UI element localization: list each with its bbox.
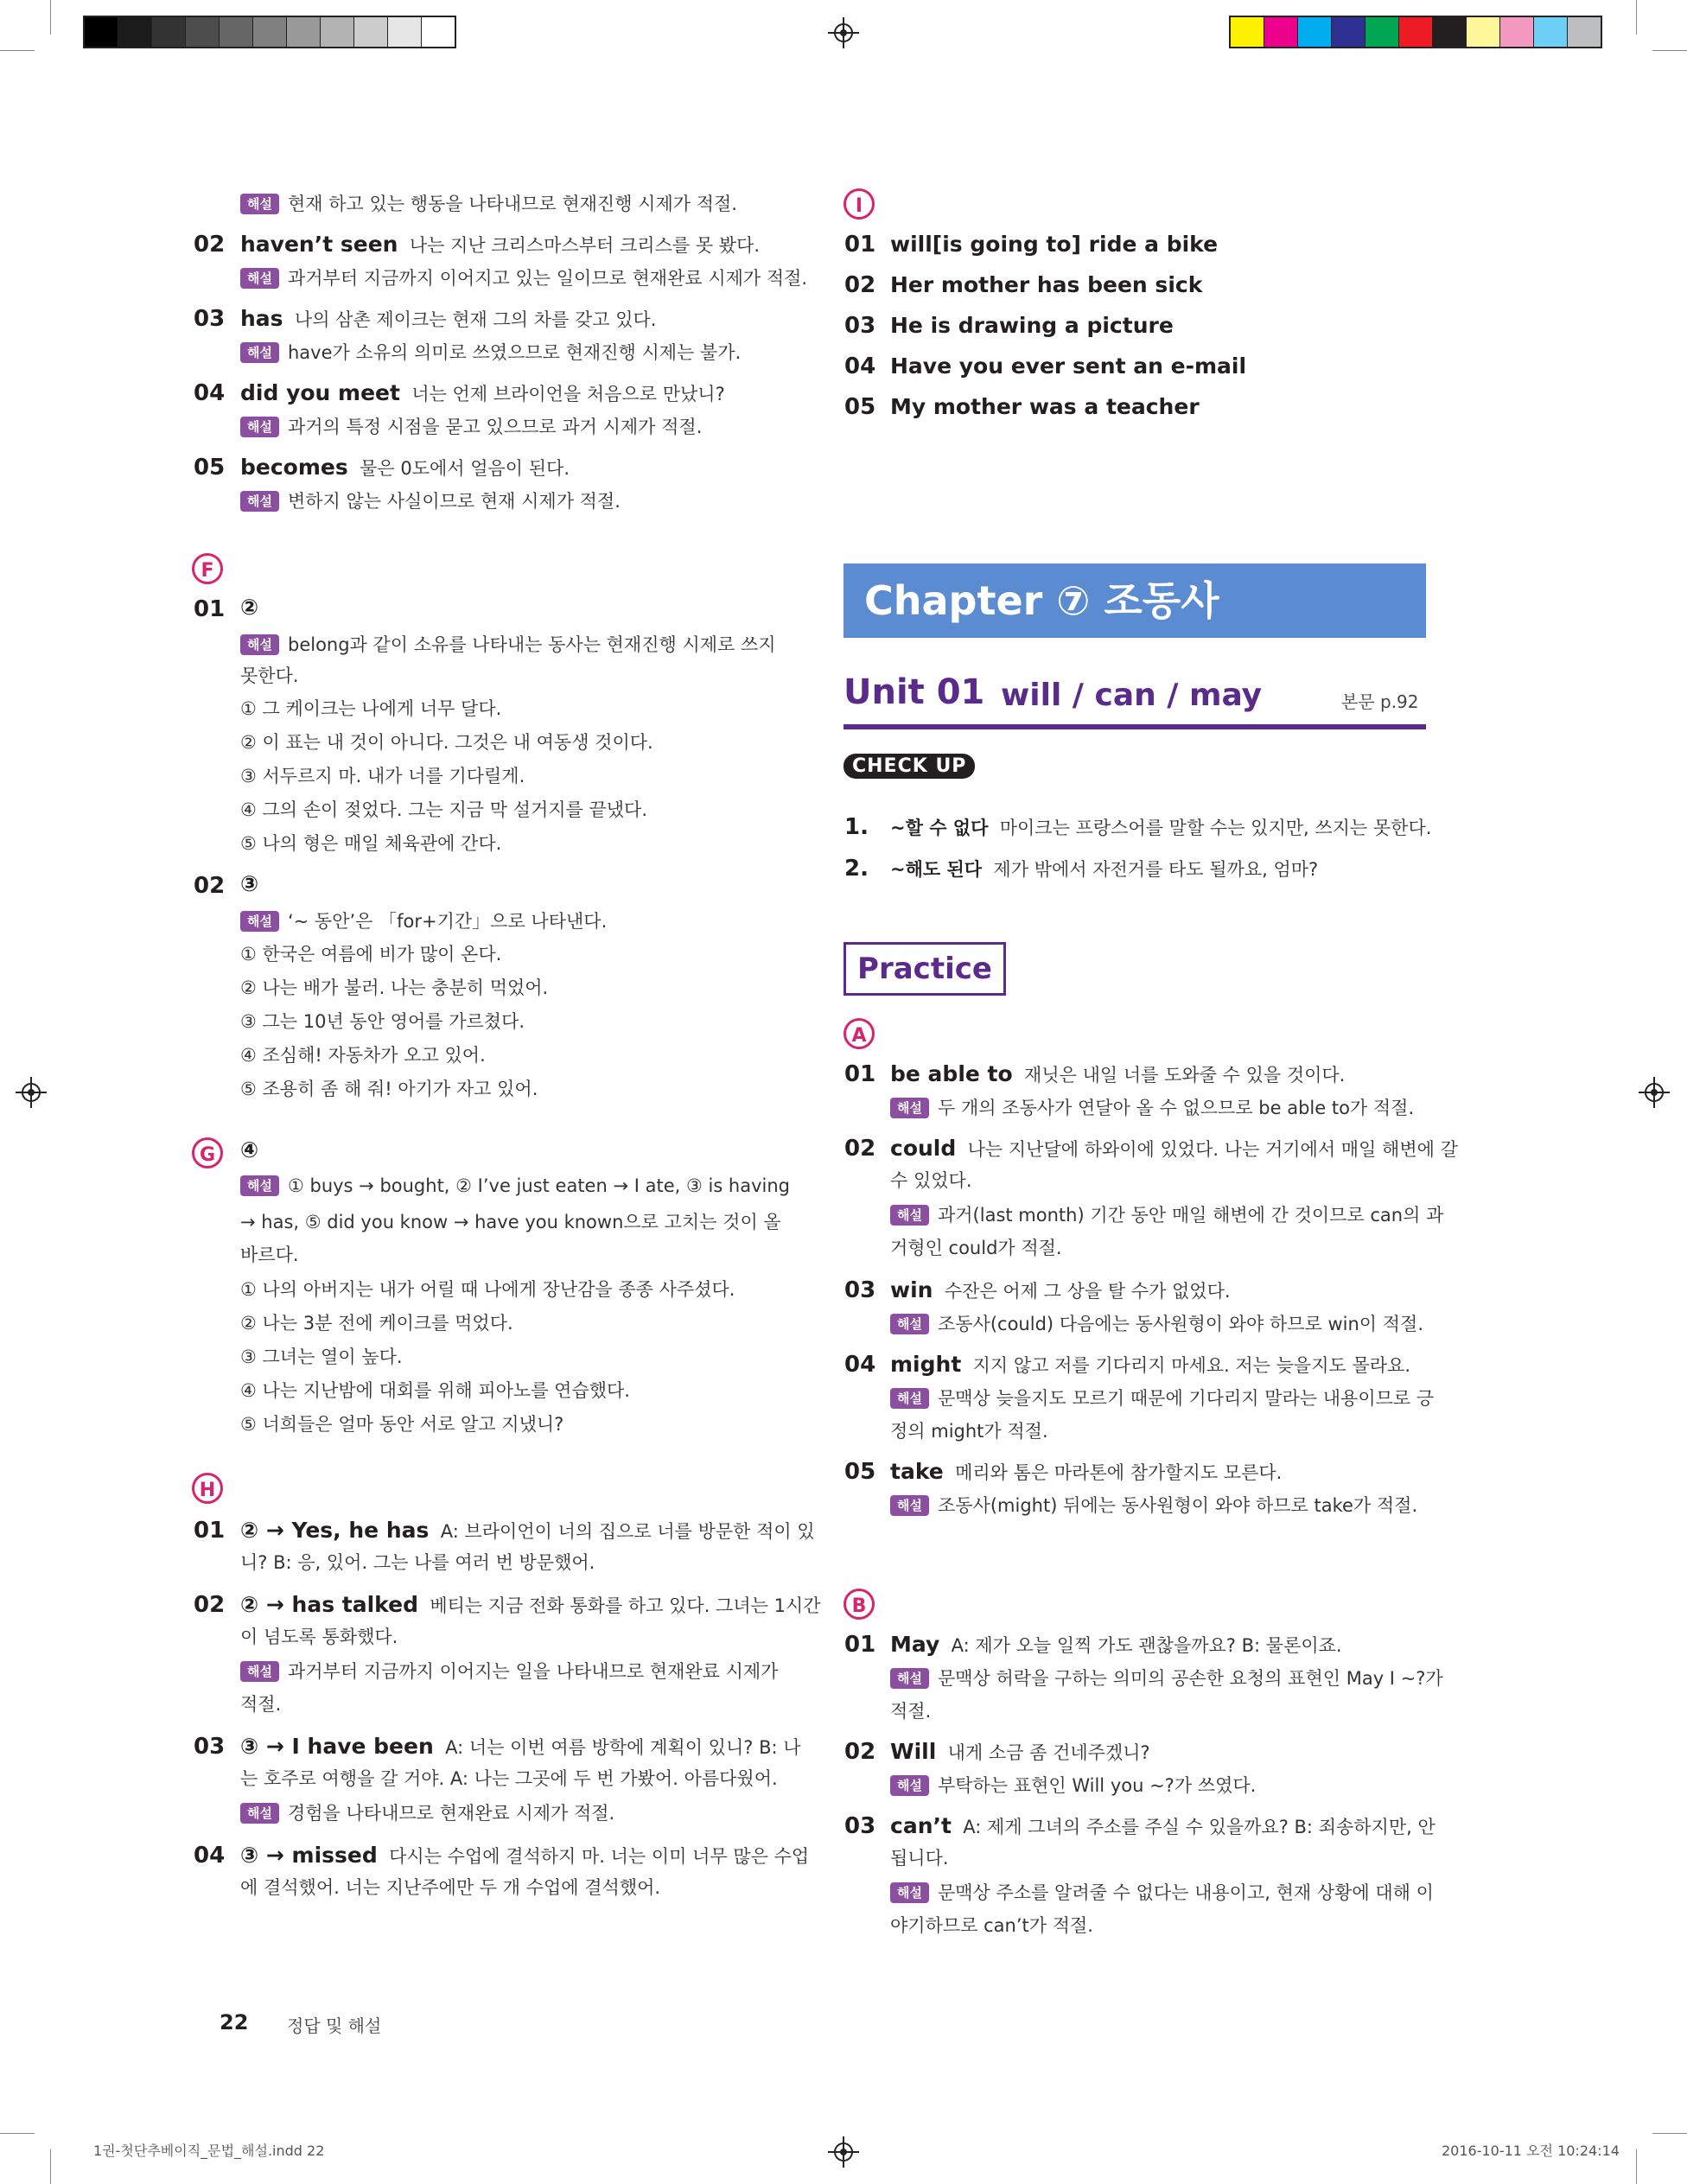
answer-text: ~할 수 없다 bbox=[890, 818, 989, 838]
translation: 나는 지난달에 하와이에 있었다. 나는 거기에서 매일 해변에 갈 bbox=[967, 1139, 1458, 1160]
choice-translation: ① 한국은 여름에 비가 많이 온다. bbox=[240, 944, 502, 965]
explanation: 과거부터 지금까지 이어지는 일을 나타내므로 현재완료 시제가 bbox=[287, 1661, 779, 1682]
translation-continued: 이 넘도록 통화했다. bbox=[240, 1627, 398, 1647]
unit-underline bbox=[844, 724, 1426, 729]
choice-translation: ⑤ 조용히 좀 해 줘! 아기가 자고 있어. bbox=[240, 1079, 538, 1099]
explanation-continued: 거형인 could가 적절. bbox=[890, 1238, 1062, 1258]
explanation: 과거(last month) 기간 동안 매일 해변에 간 것이므로 can의 과 bbox=[937, 1205, 1444, 1226]
translation: 재닛은 내일 너를 도와줄 수 있을 것이다. bbox=[1024, 1065, 1346, 1086]
translation: 나는 지난 크리스마스부터 크리스를 못 봤다. bbox=[409, 235, 761, 256]
explanation: 조동사(might) 뒤에는 동사원형이 와야 하므로 take가 적절. bbox=[937, 1495, 1418, 1516]
explanation: 과거의 특정 시점을 묻고 있으므로 과거 시제가 적절. bbox=[287, 417, 703, 437]
answer-text: take bbox=[890, 1459, 944, 1484]
explanation-tag: 해설 bbox=[890, 1882, 929, 1903]
item-number: 05 bbox=[844, 1459, 876, 1485]
answer-text: haven’t seen bbox=[240, 232, 398, 257]
explanation: 부탁하는 표현인 Will you ~?가 쓰였다. bbox=[937, 1775, 1257, 1796]
item-number: 02 bbox=[194, 1592, 226, 1618]
choice-translation: ② 나는 배가 불러. 나는 충분히 먹었어. bbox=[240, 977, 549, 998]
note-line: 해설 현재 하고 있는 행동을 나타내므로 현재진행 시제가 적절. bbox=[240, 190, 737, 216]
translation: 너는 언제 브라이언을 처음으로 만났니? bbox=[411, 384, 725, 404]
item-number: 02 bbox=[194, 873, 226, 899]
translation: A: 너는 이번 여름 방학에 계획이 있니? B: 나 bbox=[445, 1737, 801, 1758]
choice-translation: ④ 그의 손이 젖었다. 그는 지금 막 설거지를 끝냈다. bbox=[240, 799, 648, 820]
crop-mark bbox=[1652, 50, 1687, 51]
answer-text: My mother was a teacher bbox=[890, 394, 1200, 419]
translation: 메리와 톰은 마라톤에 참가할지도 모른다. bbox=[955, 1462, 1283, 1483]
explanation-tag: 해설 bbox=[240, 1803, 279, 1824]
explanation-tag: 해설 bbox=[890, 1388, 929, 1409]
choice-translation: ④ 나는 지난밤에 대회를 위해 피아노를 연습했다. bbox=[240, 1380, 630, 1401]
item-number: 04 bbox=[194, 380, 226, 406]
answer-text: ~해도 된다 bbox=[890, 859, 983, 880]
translation: 베티는 지금 전화 통화를 하고 있다. 그녀는 1시간 bbox=[430, 1595, 821, 1616]
explanation: 변하지 않는 사실이므로 현재 시제가 적절. bbox=[287, 491, 621, 512]
crop-mark bbox=[1652, 2133, 1687, 2134]
item-number: 02 bbox=[194, 232, 226, 258]
explanation-tag: 해설 bbox=[240, 911, 279, 932]
explanation-tag: 해설 bbox=[240, 1175, 279, 1196]
item-number: 02 bbox=[844, 1136, 876, 1162]
choice-translation: ② 나는 3분 전에 케이크를 먹었다. bbox=[240, 1313, 513, 1334]
choice-translation: ① 그 케이크는 나에게 너무 달다. bbox=[240, 698, 502, 719]
cmyk-color-bar bbox=[1229, 16, 1602, 48]
answer-text: Have you ever sent an e-mail bbox=[890, 353, 1247, 379]
explanation: 경험을 나타내므로 현재완료 시제가 적절. bbox=[287, 1803, 615, 1824]
choice-translation: ① 나의 아버지는 내가 어릴 때 나에게 장난감을 종종 사주셨다. bbox=[240, 1279, 735, 1300]
item-number: 03 bbox=[844, 1813, 876, 1839]
registration-mark-icon bbox=[16, 1077, 47, 1108]
translation: 제가 밖에서 자전거를 타도 될까요, 엄마? bbox=[993, 859, 1319, 880]
textbook-page-ref: 본문 p.92 bbox=[1341, 691, 1419, 712]
explanation-continued: 바르다. bbox=[240, 1245, 299, 1265]
item-number: 01 bbox=[844, 1632, 876, 1658]
answer-choice: ④ bbox=[240, 1137, 259, 1162]
explanation: 조동사(could) 다음에는 동사원형이 와야 하므로 win이 적절. bbox=[937, 1314, 1424, 1334]
explanation-tag: 해설 bbox=[240, 634, 279, 655]
registration-mark-icon bbox=[828, 17, 859, 48]
unit-subtitle: will / can / may bbox=[1001, 678, 1263, 713]
explanation: 과거부터 지금까지 이어지고 있는 일이므로 현재완료 시제가 적절. bbox=[287, 268, 808, 289]
explanation: 두 개의 조동사가 연달아 올 수 없으므로 be able to가 적절. bbox=[937, 1098, 1415, 1118]
explanation-continued: 야기하므로 can’t가 적절. bbox=[890, 1915, 1093, 1936]
answer-text: ② → Yes, he has bbox=[240, 1518, 430, 1543]
explanation-tag: 해설 bbox=[890, 1775, 929, 1796]
choice-translation: ⑤ 너희들은 얼마 동안 서로 알고 지냈니? bbox=[240, 1414, 564, 1435]
answer-text: did you meet bbox=[240, 380, 400, 405]
item-number: 05 bbox=[194, 455, 226, 481]
grayscale-color-bar bbox=[83, 16, 456, 48]
translation: A: 제가 오늘 일찍 가도 괜찮을까요? B: 물론이죠. bbox=[951, 1635, 1342, 1656]
choice-translation: ③ 그는 10년 동안 영어를 가르쳤다. bbox=[240, 1011, 525, 1032]
explanation-continued: → has, ⑤ did you know → have you known으로 고치는 것이 올 bbox=[240, 1212, 781, 1232]
answer-text: will[is going to] ride a bike bbox=[890, 232, 1219, 257]
unit-title: Unit 01 bbox=[844, 672, 985, 712]
explanation: 문맥상 주소를 알려줄 수 없다는 내용이고, 현재 상황에 대해 이 bbox=[937, 1882, 1434, 1903]
section-label-g: G bbox=[192, 1137, 223, 1168]
choice-translation: ③ 서두르지 마. 내가 너를 기다릴게. bbox=[240, 766, 525, 786]
explanation-tag: 해설 bbox=[240, 417, 279, 437]
item-number: 03 bbox=[844, 1277, 876, 1303]
registration-mark-icon bbox=[1639, 1077, 1670, 1108]
answer-text: Her mother has been sick bbox=[890, 272, 1203, 297]
answer-text: Will bbox=[890, 1739, 937, 1764]
explanation-tag: 해설 bbox=[890, 1668, 929, 1689]
translation-continued: 됩니다. bbox=[890, 1848, 949, 1869]
item-number: 03 bbox=[844, 313, 876, 339]
crop-mark bbox=[50, 0, 51, 35]
answer-text: be able to bbox=[890, 1061, 1013, 1086]
explanation-tag: 해설 bbox=[890, 1205, 929, 1226]
item-number: 01 bbox=[844, 1061, 876, 1087]
choice-translation: ② 이 표는 내 것이 아니다. 그것은 내 여동생 것이다. bbox=[240, 732, 653, 753]
explanation: have가 소유의 의미로 쓰였으므로 현재진행 시제는 불가. bbox=[287, 342, 742, 363]
explanation: 문맥상 허락을 구하는 의미의 공손한 요청의 표현인 May I ~?가 bbox=[937, 1668, 1443, 1689]
explanation-continued: 못한다. bbox=[240, 665, 299, 686]
translation: 다시는 수업에 결석하지 마. 너는 이미 너무 많은 수업 bbox=[389, 1846, 810, 1867]
answer-text: becomes bbox=[240, 455, 348, 480]
item-number: 01 bbox=[194, 1518, 226, 1544]
item-number: 03 bbox=[194, 306, 226, 332]
crop-mark bbox=[1636, 0, 1637, 35]
answer-text: might bbox=[890, 1352, 962, 1377]
item-number: 1. bbox=[844, 814, 869, 840]
explanation-tag: 해설 bbox=[890, 1098, 929, 1118]
section-label-f: F bbox=[192, 553, 223, 584]
choice-translation: ③ 그녀는 열이 높다. bbox=[240, 1347, 403, 1367]
answer-text: has bbox=[240, 306, 283, 331]
answer-text: win bbox=[890, 1277, 933, 1302]
translation: 내게 소금 좀 건네주겠니? bbox=[947, 1742, 1150, 1763]
practice-heading: Practice bbox=[844, 942, 1006, 996]
item-number: 04 bbox=[844, 1352, 876, 1378]
item-number: 03 bbox=[194, 1734, 226, 1760]
translation-continued: 니? B: 응, 있어. 그는 나를 여러 번 방문했어. bbox=[240, 1552, 595, 1573]
answer-text: He is drawing a picture bbox=[890, 313, 1174, 338]
item-number: 04 bbox=[844, 353, 876, 379]
translation-continued: 에 결석했어. 너는 지난주에만 두 개 수업에 결석했어. bbox=[240, 1877, 661, 1898]
crop-mark bbox=[50, 2149, 51, 2184]
choice-translation: ⑤ 나의 형은 매일 체육관에 간다. bbox=[240, 833, 502, 854]
answer-text: ③ → missed bbox=[240, 1843, 378, 1868]
translation: A: 브라이언이 너의 집으로 너를 방문한 적이 있 bbox=[440, 1521, 815, 1542]
translation: 물은 0도에서 얼음이 된다. bbox=[360, 458, 570, 479]
translation: 마이크는 프랑스어를 말할 수는 있지만, 쓰지는 못한다. bbox=[999, 818, 1432, 838]
translation: 수잔은 어제 그 상을 탈 수가 없었다. bbox=[944, 1281, 1231, 1302]
translation: 나의 삼촌 제이크는 현재 그의 차를 갖고 있다. bbox=[294, 309, 657, 330]
explanation-tag: 해설 bbox=[240, 1661, 279, 1682]
explanation: ‘~ 동안’은 「for+기간」으로 나타낸다. bbox=[287, 911, 608, 932]
registration-mark-icon bbox=[828, 2136, 859, 2168]
page-number: 22 bbox=[220, 2010, 249, 2034]
answer-choice: ③ bbox=[240, 871, 259, 896]
explanation-tag: 해설 bbox=[890, 1314, 929, 1334]
explanation-continued: 적절. bbox=[240, 1694, 282, 1715]
section-label-a: A bbox=[844, 1018, 875, 1049]
date-slug: 2016-10-11 오전 10:24:14 bbox=[1442, 2143, 1620, 2159]
item-number: 01 bbox=[844, 232, 876, 258]
answer-text: ③ → I have been bbox=[240, 1734, 434, 1759]
answer-text: could bbox=[890, 1136, 957, 1161]
translation: 지지 않고 저를 기다리지 마세요. 저는 늦을지도 몰라요. bbox=[972, 1355, 1410, 1376]
choice-translation: ④ 조심해! 자동차가 오고 있어. bbox=[240, 1045, 486, 1066]
item-number: 05 bbox=[844, 394, 876, 420]
item-number: 02 bbox=[844, 272, 876, 298]
file-slug: 1권-첫단추베이직_문법_해설.indd 22 bbox=[93, 2143, 325, 2159]
item-number: 01 bbox=[194, 596, 226, 622]
explanation-tag: 해설 bbox=[240, 491, 279, 512]
explanation: belong과 같이 소유를 나타내는 동사는 현재진행 시제로 쓰지 bbox=[287, 634, 776, 655]
translation-continued: 는 호주로 여행을 갈 거야. A: 나는 그곳에 두 번 가봤어. 아름다웠어. bbox=[240, 1768, 778, 1789]
explanation-tag: 해설 bbox=[890, 1495, 929, 1516]
section-label-h: H bbox=[192, 1473, 223, 1504]
item-number: 04 bbox=[194, 1843, 226, 1869]
item-number: 02 bbox=[844, 1739, 876, 1765]
section-label-i: I bbox=[844, 188, 875, 220]
answer-text: May bbox=[890, 1632, 940, 1657]
explanation-tag: 해설 bbox=[240, 194, 279, 214]
explanation-tag: 해설 bbox=[240, 268, 279, 289]
explanation-tag: 해설 bbox=[240, 342, 279, 363]
answer-text: can’t bbox=[890, 1813, 952, 1838]
item-number: 2. bbox=[844, 856, 869, 882]
checkup-badge: CHECK UP bbox=[844, 754, 975, 779]
explanation-continued: 정의 might가 적절. bbox=[890, 1421, 1048, 1442]
answer-choice: ② bbox=[240, 595, 259, 620]
footer-label: 정답 및 해설 bbox=[287, 2015, 382, 2036]
crop-mark bbox=[1636, 2149, 1637, 2184]
explanation: ① buys → bought, ② I’ve just eaten → I ate, ③ is having bbox=[287, 1175, 791, 1196]
answer-text: ② → has talked bbox=[240, 1592, 418, 1617]
explanation-continued: 적절. bbox=[890, 1701, 932, 1722]
translation: A: 제게 그녀의 주소를 주실 수 있을까요? B: 죄송하지만, 안 bbox=[963, 1817, 1436, 1837]
explanation: 문맥상 늦을지도 모르기 때문에 기다리지 말라는 내용이므로 긍 bbox=[937, 1388, 1435, 1409]
crop-mark bbox=[0, 2133, 35, 2134]
crop-mark bbox=[0, 50, 35, 51]
chapter-banner: Chapter ⑦ 조동사 bbox=[844, 564, 1426, 638]
translation-continued: 수 있었다. bbox=[890, 1170, 972, 1191]
section-label-b: B bbox=[844, 1589, 875, 1620]
